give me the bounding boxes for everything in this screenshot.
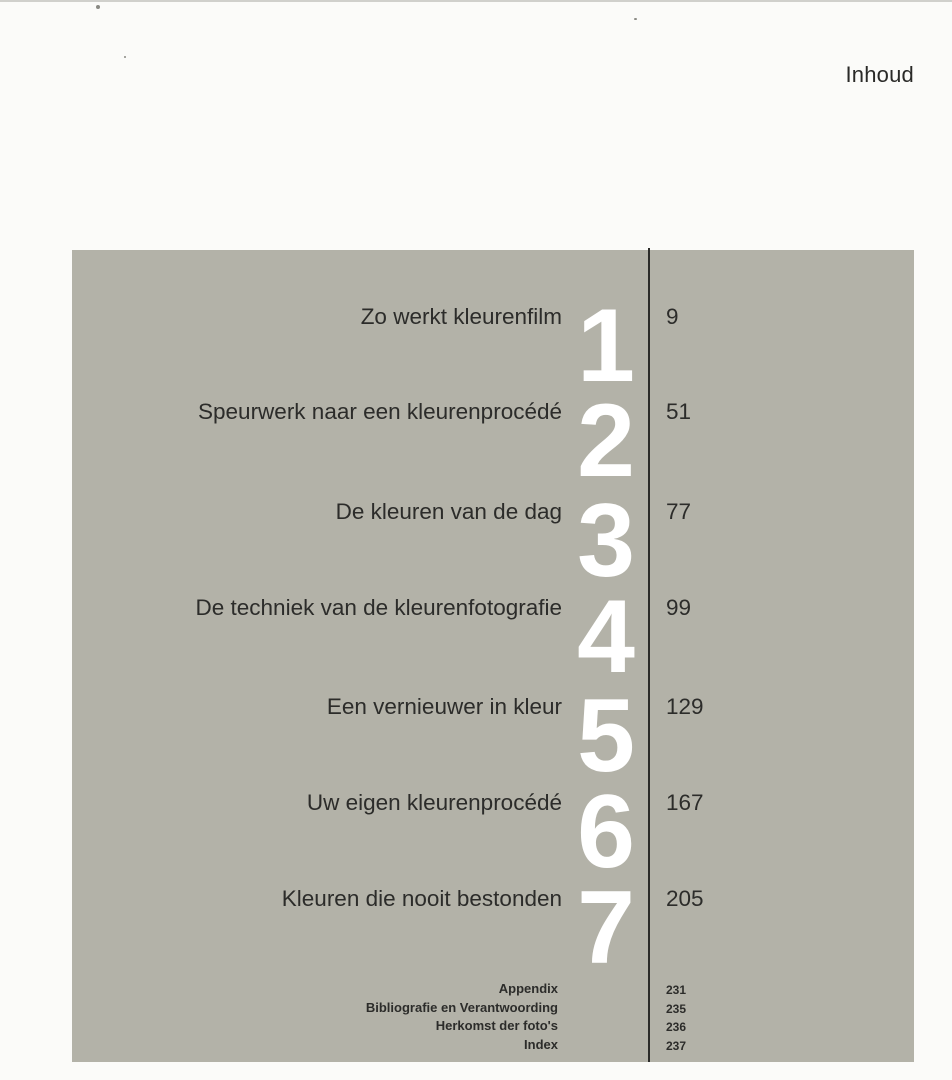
chapter-page-number: 51	[666, 399, 692, 424]
chapter-number: 5	[577, 678, 635, 794]
page-title: Inhoud	[845, 62, 914, 87]
chapter-number: 7	[577, 870, 635, 986]
chapter-page-number: 129	[666, 694, 704, 719]
chapter-page-number: 99	[666, 595, 692, 620]
chapter-page-number: 9	[666, 304, 679, 329]
top-edge-rule	[0, 0, 952, 2]
paper-speck	[634, 18, 637, 20]
chapter-number: 1	[577, 288, 635, 404]
chapter-number: 6	[577, 774, 635, 890]
chapter-number: 4	[577, 579, 635, 695]
chapter-title: Speurwerk naar een kleurenprocédé	[198, 399, 562, 424]
chapter-title: Zo werkt kleurenfilm	[360, 304, 562, 329]
chapter-title: Een vernieuwer in kleur	[326, 694, 562, 719]
back-matter-page-number: 236	[666, 1020, 687, 1034]
paper-speck	[96, 5, 100, 9]
back-matter-entry[interactable]	[0, 980, 952, 999]
chapter-entry[interactable]	[0, 483, 952, 599]
chapter-title: De techniek van de kleurenfotografie	[195, 595, 562, 620]
chapter-entry[interactable]	[0, 383, 952, 499]
chapter-page-number: 167	[666, 790, 704, 815]
chapter-entry[interactable]	[0, 774, 952, 890]
chapter-page-number: 77	[666, 499, 692, 524]
back-matter-entry[interactable]	[0, 1017, 952, 1036]
back-matter-page-number: 231	[666, 983, 687, 997]
back-matter-entry[interactable]	[0, 1036, 952, 1055]
paper-speck	[124, 56, 126, 58]
back-matter-title: Index	[524, 1036, 558, 1052]
chapter-entry[interactable]	[0, 678, 952, 794]
chapter-title: Uw eigen kleurenprocédé	[306, 790, 562, 815]
chapter-number: 3	[577, 483, 635, 599]
chapter-title: Kleuren die nooit bestonden	[281, 886, 562, 911]
back-matter-title: Appendix	[498, 981, 558, 996]
chapter-entry[interactable]	[0, 288, 952, 404]
back-matter-page-number: 235	[666, 1001, 687, 1016]
chapter-number: 2	[577, 383, 635, 499]
back-matter-title: Bibliografie en Verantwoording	[365, 999, 558, 1015]
chapter-title: De kleuren van de dag	[335, 499, 562, 524]
chapter-page-number: 205	[666, 886, 704, 911]
back-matter-title: Herkomst der foto's	[435, 1018, 558, 1033]
back-matter-page-number: 237	[666, 1038, 687, 1053]
back-matter-entry[interactable]	[0, 999, 952, 1018]
back-matter-list	[0, 980, 952, 1054]
chapter-entry[interactable]	[0, 579, 952, 695]
chapter-entry[interactable]	[0, 870, 952, 986]
